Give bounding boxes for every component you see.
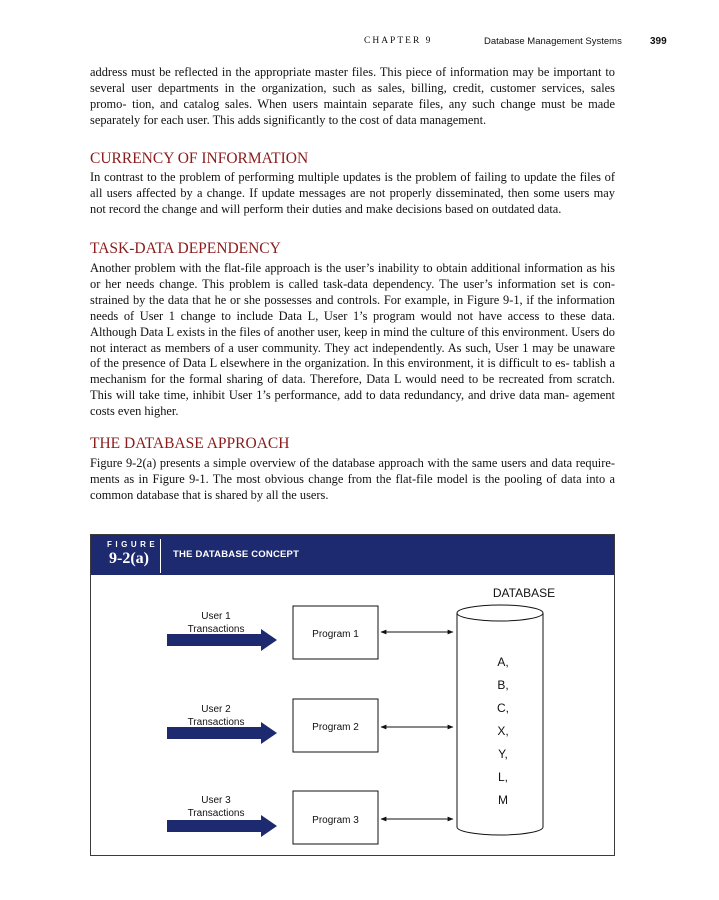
program1-label: Program 1	[312, 629, 359, 640]
text-line: Figure 9-2(a) presents a simple overview of the database approach with the same users and data require-	[90, 456, 615, 470]
data-item: A,	[497, 655, 509, 669]
chapter-label: CHAPTER 9	[364, 36, 433, 46]
figure-label: FIGURE	[107, 540, 159, 549]
task-paragraph-block	[90, 261, 615, 420]
text-line: In contrast to the problem of performing multiple updates is the problem of failing to update the files of	[90, 170, 615, 184]
text-line: not record the change and will perform their duties and make decisions based on outdated data.	[90, 201, 562, 216]
user2-label: User 2	[201, 704, 231, 715]
database-label: DATABASE	[492, 586, 556, 600]
text-line: or her needs change. This problem is called task-data dependency. The user’s information set is con-	[90, 276, 615, 291]
database-diagram	[91, 575, 614, 855]
user1-transactions-label: Transactions	[187, 624, 245, 635]
data-item: C,	[497, 701, 509, 715]
figure-database-concept	[90, 534, 615, 856]
currency-paragraph	[90, 170, 615, 218]
currency-section	[90, 150, 615, 168]
figure-title: THE DATABASE CONCEPT	[173, 549, 300, 560]
running-header	[0, 36, 719, 52]
figure-title-bar	[91, 535, 614, 575]
user2-transactions-label: Transactions	[187, 717, 245, 728]
text-line: scratch. This will take time, inhibit User 1’s performance, add to data redundancy, and drive data man-	[90, 372, 615, 403]
program3-label: Program 3	[312, 815, 359, 826]
heading-task-data: TASK-DATA DEPENDENCY	[90, 240, 281, 257]
figure-divider	[160, 539, 161, 573]
user3-transactions-label: Transactions	[187, 808, 245, 819]
text-line: several user departments in the organization, such as sales, billing, credit, customer services, sales promo-	[90, 80, 615, 111]
data-item: L,	[497, 770, 509, 784]
intro-paragraph-block	[90, 65, 615, 129]
task-paragraph	[90, 261, 615, 420]
text-line: agement costs even higher.	[90, 388, 615, 419]
text-line: strained by the data that he or she possesses and controls. For example, in Figure 9-1, if the information	[90, 292, 615, 307]
program2-label: Program 2	[312, 722, 359, 733]
page-number: 399	[650, 36, 667, 47]
text-line: Although Data L exists in the files of another user, keep in mind the culture of this environment. Users	[90, 324, 603, 339]
heading-currency: CURRENCY OF INFORMATION	[90, 150, 309, 167]
text-line: ments as in Figure 9-1. The most obvious change from the flat-file model is the pooling of data into a	[90, 471, 615, 486]
figure-number: 9-2(a)	[109, 550, 149, 567]
data-item: B,	[497, 678, 509, 692]
database-paragraph	[90, 456, 615, 504]
text-line: do not interact as members of a user community. They act independently. As such, User 1 may be	[90, 324, 615, 355]
database-paragraph-block	[90, 456, 615, 504]
text-line: tion, and catalog sales. When users maintain separate files, any such change must be made separately for	[90, 96, 615, 127]
text-line: needs of User 1 change to include Data L, User 1’s program would not have access to these data.	[90, 308, 615, 323]
heading-database-approach: THE DATABASE APPROACH	[90, 435, 290, 452]
data-item: Y,	[498, 747, 508, 761]
text-line: unaware of the presence of Data L elsewhere in the organization. In this environment, it is difficult to es-	[90, 340, 615, 371]
text-line: all users affected by a change. If update messages are not properly disseminated, then some users may	[90, 185, 615, 200]
text-line: Another problem with the flat-file approach is the user’s inability to obtain additional information as his	[90, 261, 615, 275]
data-item: X,	[497, 724, 509, 738]
user1-label: User 1	[201, 611, 231, 622]
section-title: Database Management Systems	[484, 36, 622, 47]
task-section	[90, 240, 615, 258]
text-line: tablish a mechanism for the formal sharing of data. Therefore, Data L would need to be recreated from	[90, 356, 615, 387]
text-line: address must be reflected in the appropriate master files. This piece of information may be important to	[90, 65, 615, 79]
user3-label: User 3	[201, 795, 231, 806]
text-line: each user. This adds significantly to the cost of data management.	[160, 112, 487, 127]
text-line: common database that is shared by all the users.	[90, 487, 329, 502]
data-item: M	[498, 793, 508, 807]
currency-paragraph-block	[90, 170, 615, 218]
intro-paragraph	[90, 65, 615, 129]
database-section	[90, 435, 615, 453]
